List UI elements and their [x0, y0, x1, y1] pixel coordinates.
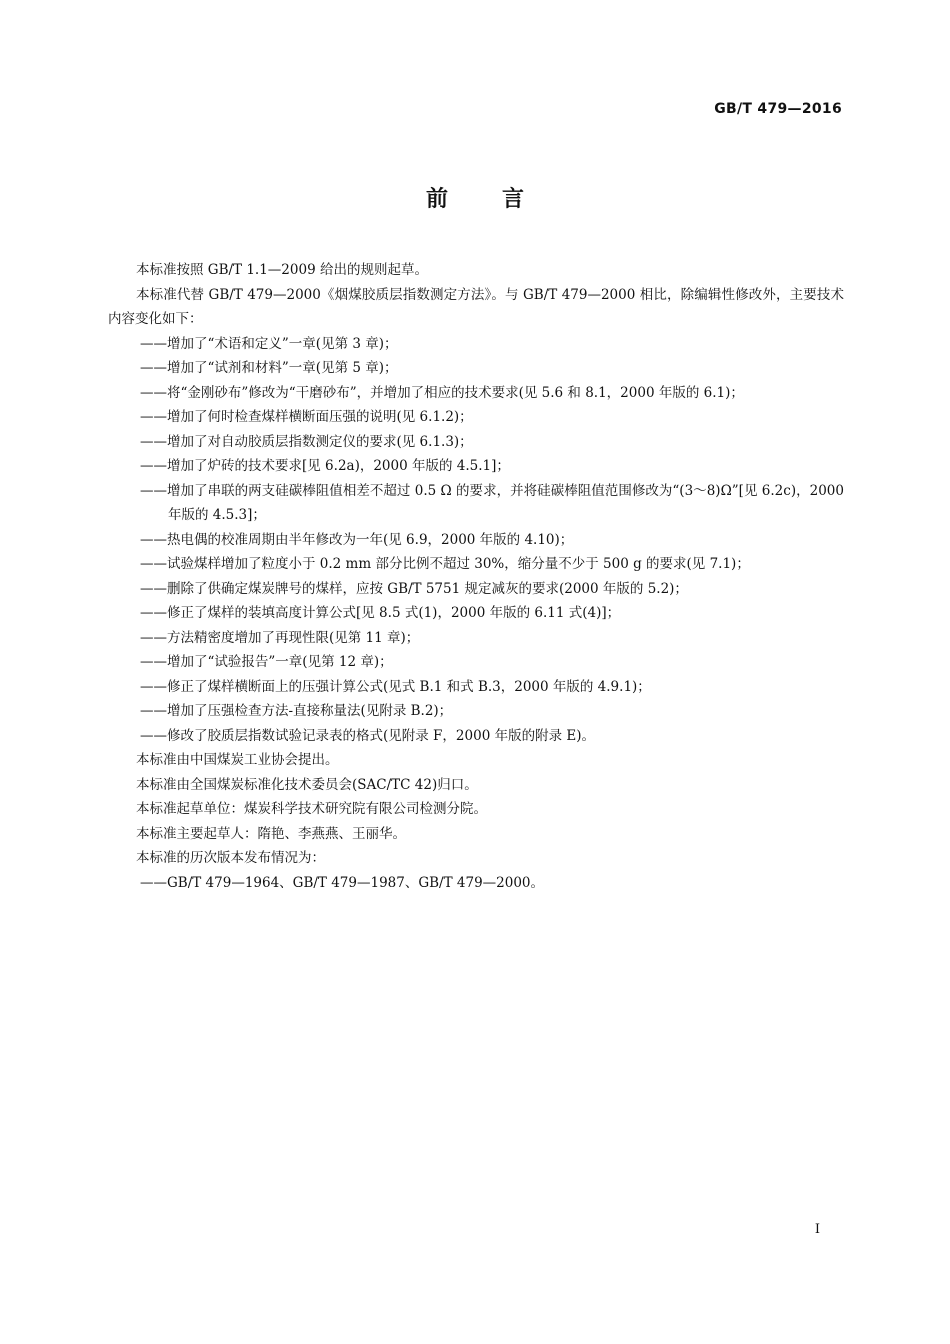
paragraph-drafting-rules: 本标准按照 GB/T 1.1—2009 给出的规则起草。	[136, 262, 428, 278]
standard-code: GB/T 479—2016	[714, 101, 842, 117]
paragraph-history-intro: 本标准的历次版本发布情况为：	[136, 850, 325, 866]
page-number: I	[814, 1222, 820, 1237]
paragraph-proposer: 本标准由中国煤炭工业协会提出。	[136, 752, 339, 768]
change-item: ——试验煤样增加了粒度小于 0.2 mm 部分比例不超过 30%，缩分量不少于 500 g 的要求(见 7.1)；	[140, 556, 750, 572]
change-item: ——增加了“术语和定义”一章(见第 3 章)；	[140, 335, 398, 352]
foreword-body	[108, 258, 844, 895]
change-item: ——增加了“试验报告”一章(见第 12 章)；	[140, 654, 393, 670]
page-title: 前言	[425, 187, 578, 212]
change-item: ——修正了煤样横断面上的压强计算公式(见式 B.1 和式 B.3，2000 年版的 4.9.1)；	[140, 678, 651, 695]
change-item: ——删除了供确定煤炭牌号的煤样，应按 GB/T 5751 规定减灰的要求(2000 年版的 5.2)；	[140, 580, 688, 597]
change-item: ——将“金刚砂布”修改为“干磨砂布”，并增加了相应的技术要求(见 5.6 和 8.1，2000 年版的 6.1)；	[140, 384, 744, 401]
paragraph-replacement: 本标准代替 GB/T 479—2000《烟煤胶质层指数测定方法》。与 GB/T 479—2000 相比，除编辑性修改外，主要技术内容变化如下：	[108, 286, 844, 327]
change-item: ——修改了胶质层指数试验记录表的格式(见附录 F，2000 年版的附录 E)。	[140, 727, 595, 744]
change-item: ——增加了何时检查煤样横断面压强的说明(见 6.1.2)；	[140, 409, 473, 425]
change-item: ——增加了“试剂和材料”一章(见第 5 章)；	[140, 360, 398, 376]
change-item: ——方法精密度增加了再现性限(见第 11 章)；	[140, 629, 420, 646]
change-item: ——增加了压强检查方法-直接称量法(见附录 B.2)；	[140, 703, 453, 719]
change-item: ——增加了串联的两支硅碳棒阻值相差不超过 0.5 Ω 的要求，并将硅碳棒阻值范围修改为“(3～8)Ω”[见 6.2c)，2000 年版的 4.5.3]；	[140, 482, 844, 523]
paragraph-committee: 本标准由全国煤炭标准化技术委员会(SAC/TC 42)归口。	[136, 776, 478, 793]
change-item: ——增加了炉砖的技术要求[见 6.2a)，2000 年版的 4.5.1]；	[140, 458, 510, 474]
history-item: ——GB/T 479—1964、GB/T 479—1987、GB/T 479—2000。	[140, 874, 545, 891]
change-item: ——增加了对自动胶质层指数测定仪的要求(见 6.1.3)；	[140, 433, 473, 450]
paragraph-drafters: 本标准主要起草人：隋艳、李燕燕、王丽华。	[136, 825, 406, 842]
paragraph-drafting-unit: 本标准起草单位：煤炭科学技术研究院有限公司检测分院。	[136, 801, 487, 817]
change-item: ——修正了煤样的装填高度计算公式[见 8.5 式(1)，2000 年版的 6.11 式(4)]；	[140, 605, 621, 621]
change-item: ——热电偶的校准周期由半年修改为一年(见 6.9，2000 年版的 4.10)；	[140, 531, 574, 548]
